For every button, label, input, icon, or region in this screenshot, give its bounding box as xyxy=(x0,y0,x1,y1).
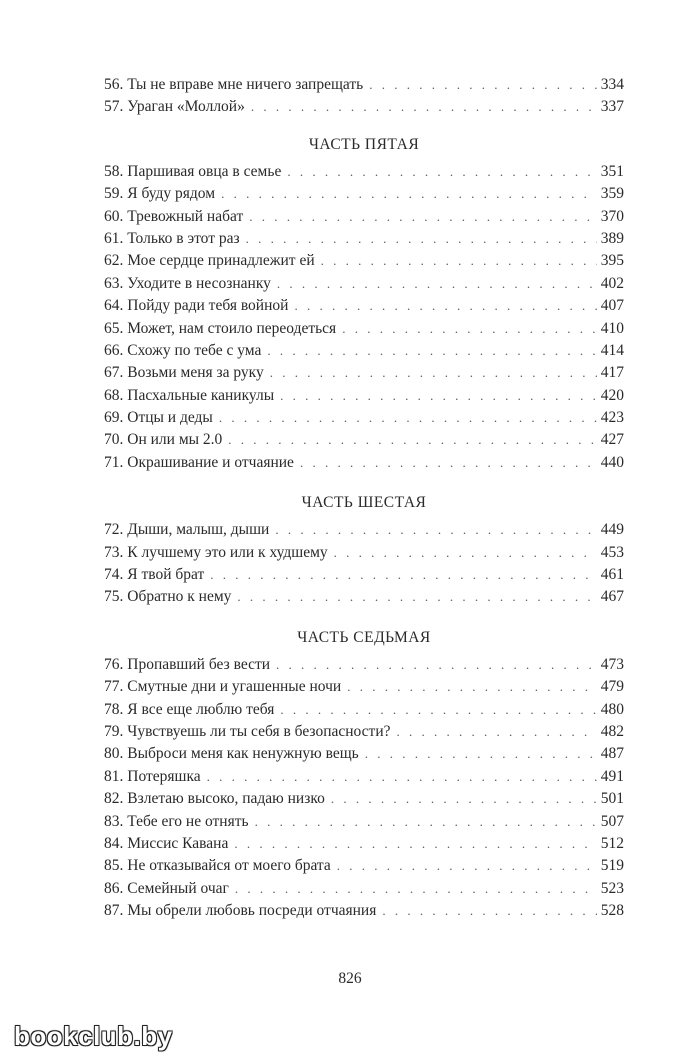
toc-entry xyxy=(104,429,624,451)
toc-entry-title: 61. Только в этот раз xyxy=(104,229,240,247)
toc-entry-page: 501 xyxy=(600,790,624,808)
toc-entry xyxy=(104,855,624,877)
toc-entry-title: 76. Пропавший без вести xyxy=(104,655,271,673)
toc-entry-page: 480 xyxy=(600,700,624,718)
toc-entry-page: 395 xyxy=(600,252,624,270)
page-number: 826 xyxy=(338,970,362,987)
toc-entry xyxy=(104,273,624,295)
toc-entry-page: 449 xyxy=(600,521,624,539)
toc-entry-title: 80. Выброси меня как ненужную вещь xyxy=(104,745,359,763)
toc-entry xyxy=(104,721,624,743)
toc-entry xyxy=(104,407,624,429)
toc-entry-title: 74. Я твой брат xyxy=(104,566,205,584)
toc-entry xyxy=(104,74,624,96)
toc-part xyxy=(104,134,624,474)
toc-part xyxy=(104,627,624,923)
toc-entry-title: 75. Обратно к нему xyxy=(104,588,232,606)
toc-entry-title: 86. Семейный очаг xyxy=(104,879,229,897)
part-heading: ЧАСТЬ ШЕСТАЯ xyxy=(301,494,427,512)
toc-leader-dots xyxy=(294,295,596,317)
toc-entry xyxy=(104,699,624,721)
toc-entry-title: 62. Мое сердце принадлежит ей xyxy=(104,252,315,270)
toc-leader-dots xyxy=(235,878,597,900)
toc-leader-dots xyxy=(210,564,596,586)
table-of-contents xyxy=(104,74,624,923)
toc-leader-dots xyxy=(280,385,597,407)
toc-entry-page: 519 xyxy=(600,857,624,875)
toc-entry xyxy=(104,161,624,183)
toc-entry xyxy=(104,564,624,586)
toc-entry xyxy=(104,766,624,788)
toc-leader-dots xyxy=(287,161,596,183)
toc-entry-page: 523 xyxy=(600,879,624,897)
toc-leader-dots xyxy=(234,833,596,855)
toc-entry xyxy=(104,250,624,272)
toc-entry-page: 370 xyxy=(600,207,624,225)
toc-entry-title: 72. Дыши, малыш, дыши xyxy=(104,521,270,539)
toc-entry xyxy=(104,900,624,922)
toc-entry-title: 85. Не отказывайся от моего брата xyxy=(104,857,331,875)
toc-entry-title: 70. Он или мы 2.0 xyxy=(104,431,223,449)
toc-entry-page: 389 xyxy=(600,229,624,247)
toc-entry-title: 67. Возьми меня за руку xyxy=(104,364,264,382)
toc-entry xyxy=(104,654,624,676)
toc-part xyxy=(104,74,624,119)
toc-entry-title: 71. Окрашивание и отчаяние xyxy=(104,453,294,471)
toc-leader-dots xyxy=(365,743,597,765)
toc-leader-dots xyxy=(221,183,597,205)
toc-entry-title: 78. Я все еще люблю тебя xyxy=(104,700,275,718)
toc-entry-page: 410 xyxy=(600,319,624,337)
toc-entry-title: 68. Пасхальные каникулы xyxy=(104,386,275,404)
toc-entry xyxy=(104,833,624,855)
toc-entry xyxy=(104,788,624,810)
toc-leader-dots xyxy=(347,676,597,698)
toc-leader-dots xyxy=(369,74,597,96)
toc-entry-page: 528 xyxy=(600,902,624,920)
site-watermark: bookclub.by xyxy=(14,1021,173,1051)
toc-entry-title: 60. Тревожный набат xyxy=(104,207,244,225)
toc-leader-dots xyxy=(267,340,596,362)
toc-entry-page: 467 xyxy=(600,588,624,606)
toc-leader-dots xyxy=(280,699,596,721)
toc-leader-dots xyxy=(270,362,597,384)
toc-entry xyxy=(104,206,624,228)
toc-entry-title: 59. Я буду рядом xyxy=(104,185,216,203)
toc-entry-title: 83. Тебе его не отнять xyxy=(104,812,249,830)
toc-entry xyxy=(104,676,624,698)
toc-leader-dots xyxy=(277,273,597,295)
toc-entry-page: 440 xyxy=(600,453,624,471)
toc-entry-title: 58. Паршивая овца в семье xyxy=(104,162,282,180)
toc-leader-dots xyxy=(275,519,596,541)
toc-leader-dots xyxy=(397,721,597,743)
toc-entry xyxy=(104,318,624,340)
toc-entry-title: 63. Уходите в несознанку xyxy=(104,274,271,292)
toc-entry-page: 402 xyxy=(600,274,624,292)
toc-entry-page: 507 xyxy=(600,812,624,830)
toc-entry-page: 479 xyxy=(600,678,624,696)
toc-entry-page: 473 xyxy=(600,655,624,673)
toc-leader-dots xyxy=(342,318,597,340)
toc-entry-page: 461 xyxy=(600,566,624,584)
toc-entry-title: 73. К лучшему это или к худшему xyxy=(104,543,328,561)
toc-entry xyxy=(104,96,624,118)
toc-entry-page: 337 xyxy=(600,98,624,116)
toc-leader-dots xyxy=(246,228,597,250)
toc-leader-dots xyxy=(337,855,597,877)
toc-leader-dots xyxy=(251,96,597,118)
toc-entry-page: 417 xyxy=(600,364,624,382)
toc-entry-page: 427 xyxy=(600,431,624,449)
toc-entry-page: 351 xyxy=(600,162,624,180)
toc-entry-title: 66. Схожу по тебе с ума xyxy=(104,341,262,359)
toc-entry-title: 56. Ты не вправе мне ничего запрещать xyxy=(104,76,364,93)
toc-entry-page: 359 xyxy=(600,185,624,203)
toc-entry-title: 79. Чувствуешь ли ты себя в безопасности? xyxy=(104,722,391,740)
toc-entry-page: 420 xyxy=(600,386,624,404)
toc-leader-dots xyxy=(237,586,596,608)
toc-leader-dots xyxy=(276,654,597,676)
toc-entry xyxy=(104,586,624,608)
toc-entry-page: 407 xyxy=(600,297,624,315)
toc-leader-dots xyxy=(219,407,597,429)
toc-entry-page: 453 xyxy=(600,543,624,561)
toc-entry-title: 65. Может, нам стоило переодеться xyxy=(104,319,337,337)
toc-entry xyxy=(104,743,624,765)
toc-entry-page: 423 xyxy=(600,409,624,427)
toc-entry-title: 57. Ураган «Моллой» xyxy=(104,98,245,116)
toc-entry-title: 82. Взлетаю высоко, падаю низко xyxy=(104,790,325,808)
toc-entry xyxy=(104,385,624,407)
toc-part xyxy=(104,492,624,609)
part-heading: ЧАСТЬ СЕДЬМАЯ xyxy=(297,628,431,646)
toc-entry-title: 81. Потеряшка xyxy=(104,767,201,785)
toc-entry-title: 64. Пойду ради тебя войной xyxy=(104,297,289,315)
toc-entry-page: 512 xyxy=(600,834,624,852)
toc-entry-title: 77. Смутные дни и угашенные ночи xyxy=(104,678,342,696)
toc-entry xyxy=(104,811,624,833)
toc-entry-page: 414 xyxy=(600,341,624,359)
toc-leader-dots xyxy=(300,452,597,474)
toc-entry-page: 491 xyxy=(600,767,624,785)
toc-entry-page: 487 xyxy=(600,745,624,763)
toc-entry xyxy=(104,362,624,384)
toc-entry xyxy=(104,183,624,205)
toc-entry-title: 84. Миссис Кавана xyxy=(104,834,229,852)
toc-entry xyxy=(104,228,624,250)
toc-entry-page: 334 xyxy=(600,76,624,93)
toc-entry xyxy=(104,452,624,474)
toc-leader-dots xyxy=(331,788,597,810)
toc-entry xyxy=(104,340,624,362)
toc-leader-dots xyxy=(249,206,597,228)
part-heading: ЧАСТЬ ПЯТАЯ xyxy=(308,135,420,153)
toc-entry-page: 482 xyxy=(600,722,624,740)
toc-entry-title: 87. Мы обрели любовь посреди отчаяния xyxy=(104,902,377,920)
toc-leader-dots xyxy=(228,429,596,451)
toc-leader-dots xyxy=(255,811,597,833)
toc-entry xyxy=(104,542,624,564)
toc-leader-dots xyxy=(207,766,597,788)
toc-entry xyxy=(104,295,624,317)
toc-entry xyxy=(104,519,624,541)
toc-entry xyxy=(104,878,624,900)
toc-leader-dots xyxy=(321,250,597,272)
toc-leader-dots xyxy=(382,900,596,922)
toc-leader-dots xyxy=(334,542,597,564)
toc-entry-title: 69. Отцы и деды xyxy=(104,409,213,427)
